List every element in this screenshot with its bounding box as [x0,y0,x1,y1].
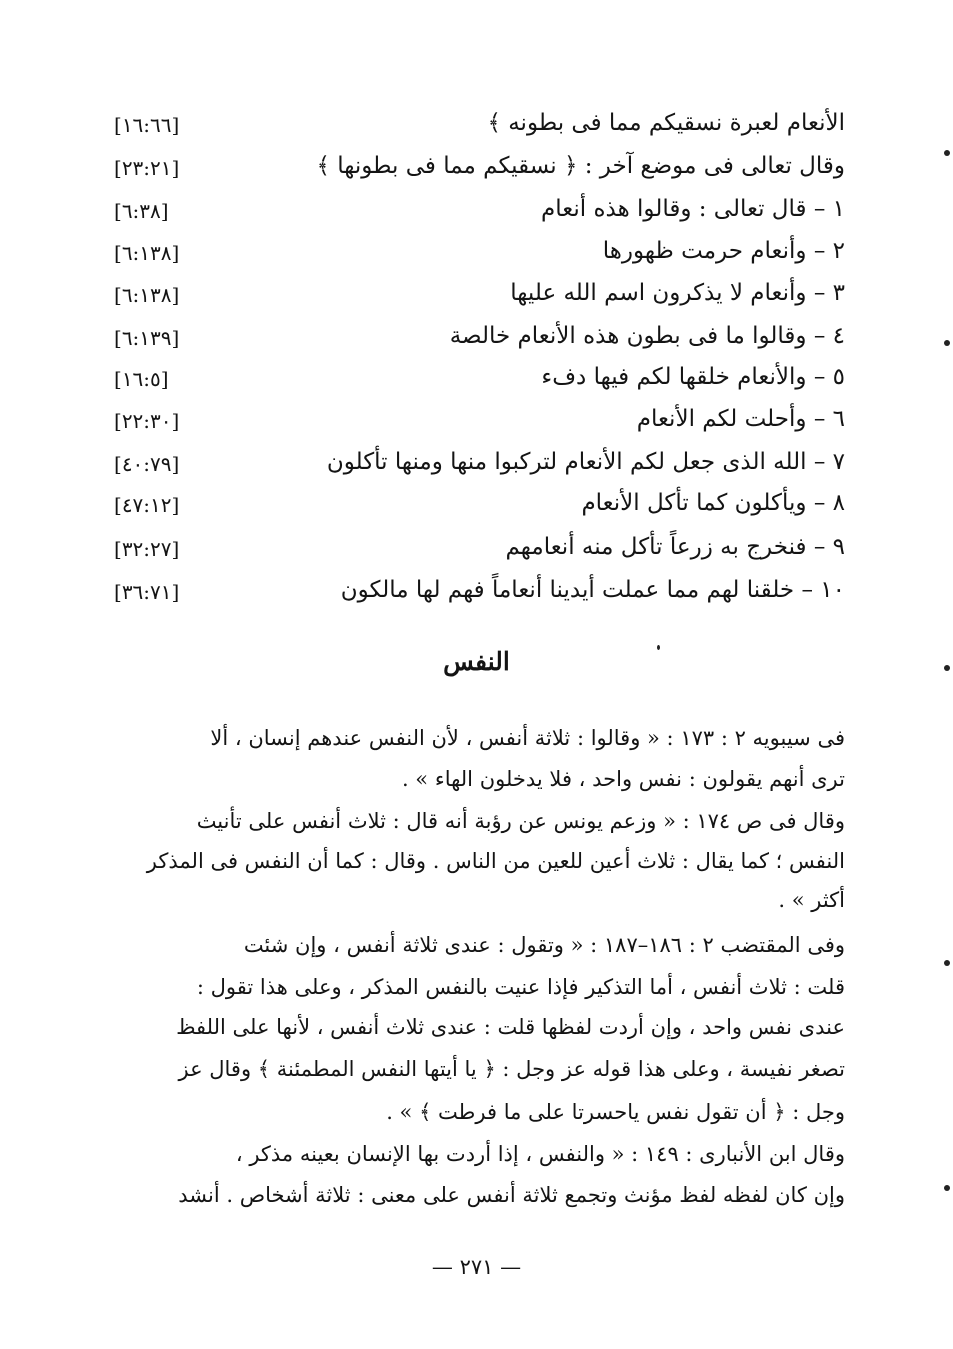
paragraph-line: أكثر » . [778,888,845,912]
verse-reference: [٤٧:١٢] [114,493,180,517]
verse-row [100,273,845,313]
verse-reference: [٣٦:٧١] [114,580,180,604]
verse-text: وقال تعالى فى موضع آخر : ﴿ نسقيكم مما فى بطونها ﴾ [316,153,845,179]
verse-reference: [٢٣:٢١] [114,156,180,180]
verse-reference: [٦:٣٨] [114,199,169,223]
page-number: — ٢٧١ — [431,1255,522,1279]
paragraph-line: وجل : ﴿ أن تقول نفس ياحسرتا على ما فرطت ﴾ » . [386,1100,845,1124]
verse-row [100,570,845,610]
verse-row [100,357,845,397]
verse-reference: [٦:١٣٨] [114,241,180,265]
verse-text: ١ – قال تعالى : وقالوا هذه أنعام [541,196,845,222]
verse-reference: [٢٢:٣٠] [114,409,180,433]
verse-text: ٨ – ويأكلون كما تأكل الأنعام [581,490,845,516]
binding-hole-mark [944,960,950,966]
verse-row [100,399,845,439]
binding-hole-mark [944,150,950,156]
paragraph-line: وإن كان لفظه لفظ مؤنث وتجمع ثلاثة أنفس على معنى : ثلاثة أشخاص . أنشد [178,1183,845,1207]
verse-reference: [٣٢:٢٧] [114,537,180,561]
verse-text: ٣ – وأنعام لا يذكرون اسم الله عليها [510,280,845,306]
verse-row [100,146,845,186]
verse-reference: [١٦:٥] [114,367,169,391]
verse-reference: [١٦:٦٦] [114,113,180,137]
verse-reference: [٤٠:٧٩] [114,452,180,476]
verse-text: ٦ – وأحلت لكم الأنعام [636,406,845,432]
verse-row [100,442,845,482]
paragraph-line: فى سيبويه ٢ : ١٧٣ : « وقالوا : ثلاثة أنفس ، لأن النفس عندهم إنسان ، ألا [210,726,845,750]
stray-ink-dot [657,645,660,650]
verse-reference: [٦:١٣٨] [114,283,180,307]
verse-row [100,189,845,229]
verse-text: ٥ – والأنعام خلقها لكم فيها دفء [541,364,845,390]
verse-text: ٩ – فنخرج به زرعاً تأكل منه أنعامهم [505,534,845,560]
verse-row [100,231,845,271]
verse-text: ٤ – وقالوا ما فى بطون هذه الأنعام خالصة [449,323,845,349]
binding-hole-mark [944,340,950,346]
verse-text: ٧ – الله الذى جعل لكم الأنعام لتركبوا منها ومنها تأكلون [326,449,845,475]
verse-row [100,316,845,356]
verse-row [100,483,845,523]
paragraph-line: قلت : ثلاث أنفس ، أما التذكير فإذا عنيت بالنفس المذكر ، وعلى هذا تقول : [196,975,845,999]
paragraph-line: تصغر نفيسة ، وعلى هذا قوله عز وجل : ﴿ يا أيتها النفس المطمئنة ﴾ وقال عز [178,1057,845,1081]
verse-text: ١٠ – خلقنا لهم مما عملت أيدينا أنعاماً فهم لها مالكون [340,577,845,603]
paragraph-line: النفس ؛ كما يقال : ثلاث أعين للعين من الناس . وقال : كما أن النفس فى المذكر [146,849,845,873]
paragraph-line: وقال فى ص ١٧٤ : « وزعم يونس عن رؤبة أنه قال : ثلاث أنفس على تأنيث [196,809,845,833]
section-title: النفس [443,647,510,676]
paragraph-line: ترى أنهم يقولون : نفس واحد ، فلا يدخلون الهاء » . [401,767,845,791]
verse-text: الأنعام لعبرة نسقيكم مما فى بطونه ﴾ [487,110,845,136]
verse-reference: [٦:١٣٩] [114,326,180,350]
paragraph-line: عندى نفس واحد ، وإن أردت لفظها قلت : عندى ثلاث أنفس ، لأنها على اللفظ [176,1015,845,1039]
verse-row [100,527,845,567]
paragraph-line: وقال ابن الأنبارى : ١٤٩ : « والنفس ، إذا أردت بها الإنسان بعينه مذكر ، [235,1142,845,1166]
binding-hole-mark [944,1185,950,1191]
paragraph-line: وفى المقتضب ٢ : ١٨٦–١٨٧ : « وتقول : عندى ثلاثة أنفس ، وإن شئت [243,933,845,957]
binding-hole-mark [944,665,950,671]
verse-row [100,103,845,143]
verse-text: ٢ – وأنعام حرمت ظهورها [602,238,845,264]
